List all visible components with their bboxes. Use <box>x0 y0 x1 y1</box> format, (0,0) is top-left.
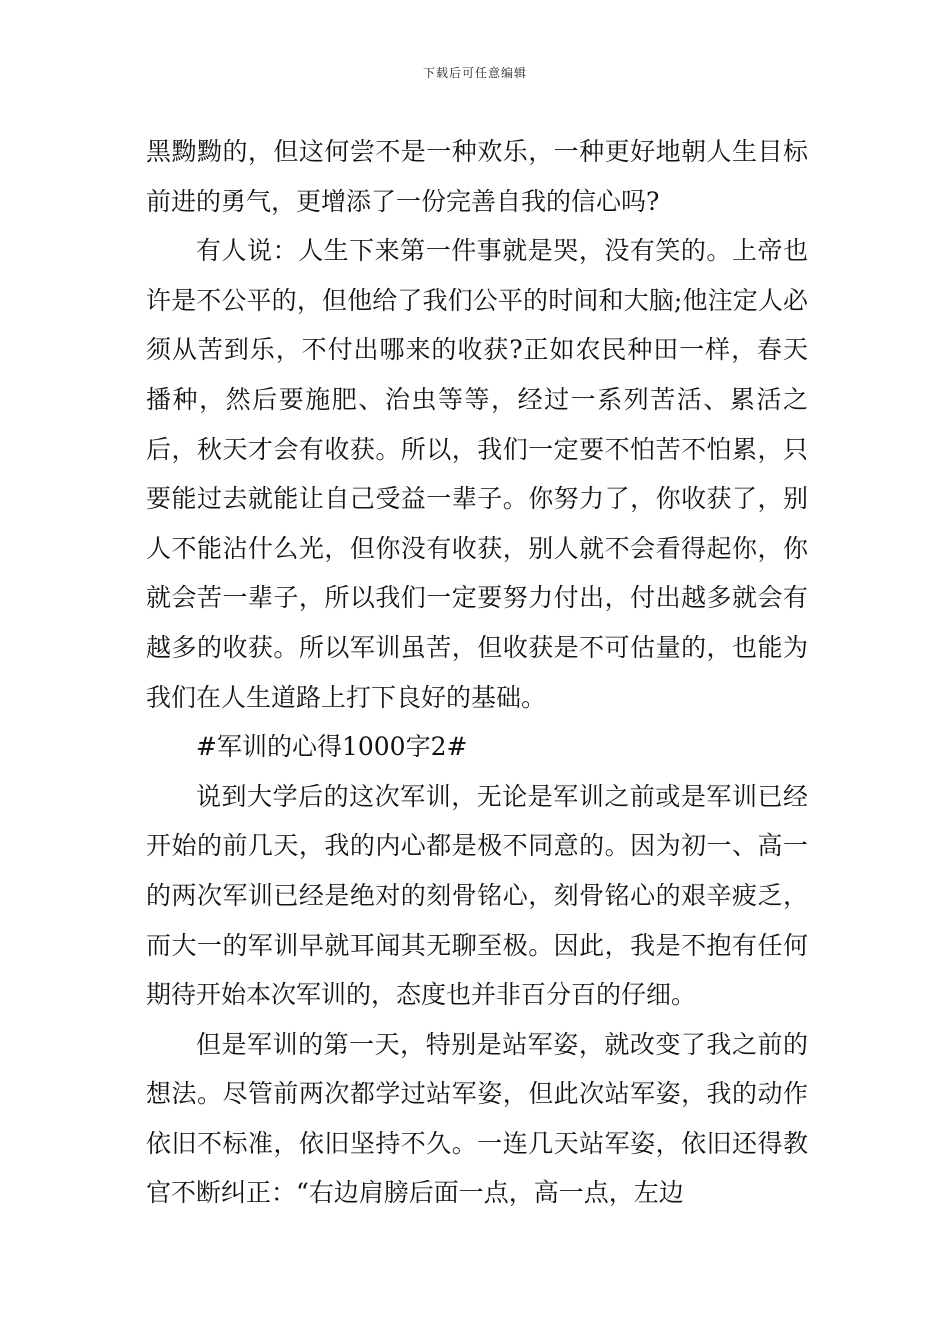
paragraph-university-training: 说到大学后的这次军训，无论是军训之前或是军训已经开始的前几天，我的内心都是极不同意的。因为初一、高一的两次军训已经是绝对的刻骨铭心，刻骨铭心的艰辛疲乏，而大一的军训早就耳闻其无聊至极。因此，我是不抱有任何期待开始本次军训的，态度也并非百分百的仔细。 <box>146 781 808 1010</box>
paragraph-military-posture: 但是军训的第一天，特别是站军姿，就改变了我之前的想法。尽管前两次都学过站军姿，但此次站军姿，我的动作依旧不标准，依旧坚持不久。一连几天站军姿，依旧还得教官不断纠正：“右边肩膀后面一点，高一点，左边 <box>146 1029 808 1208</box>
section-heading: #军训的心得1000字2# <box>196 732 468 762</box>
paragraph-life-hardship: 有人说：人生下来第一件事就是哭，没有笑的。上帝也许是不公平的，但他给了我们公平的时间和大脑;他注定人必须从苦到乐，不付出哪来的收获?正如农民种田一样，春天播种，然后要施肥、治虫等等，经过一系列苦活、累活之后，秋天才会有收获。所以，我们一定要不怕苦不怕累，只要能过去就能让自己受益一辈子。你努力了，你收获了，别人不能沾什么光，但你没有收获，别人就不会看得起你，你就会苦一辈子，所以我们一定要努力付出，付出越多就会有越多的收获。所以军训虽苦，但收获是不可估量的，也能为我们在人生道路上打下良好的基础。 <box>146 236 808 712</box>
document-body <box>146 127 808 1218</box>
page-header: 下载后可任意编辑 <box>422 66 527 80</box>
paragraph-continuation: 黑黝黝的，但这何尝不是一种欢乐，一种更好地朝人生目标前进的勇气，更增添了一份完善自我的信心吗? <box>146 137 808 216</box>
